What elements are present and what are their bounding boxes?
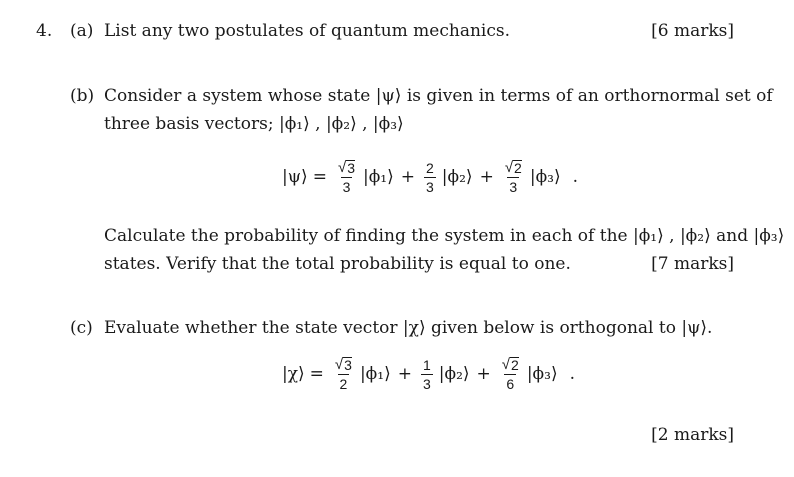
- plus-sign: +: [479, 167, 494, 187]
- part-b-line2: three basis vectors; |ϕ₁⟩ , |ϕ₂⟩ , |ϕ₃⟩: [104, 114, 404, 134]
- coefficient-3-numerator: 2: [511, 357, 519, 373]
- coefficient-1-numerator: 3: [344, 357, 352, 373]
- sqrt-symbol: √: [334, 356, 344, 373]
- coefficient-2-numerator: 2: [426, 159, 434, 176]
- equation-period: .: [569, 364, 575, 384]
- coefficient-2-numerator: 1: [422, 356, 431, 373]
- chi-equation: [282, 357, 580, 391]
- part-b-marks: [7 marks]: [651, 254, 734, 274]
- equation-period: .: [572, 167, 579, 187]
- coefficient-3-numerator: 2: [514, 160, 522, 176]
- coefficient-3-denominator: 3: [509, 179, 518, 195]
- part-b-line3: Calculate the probability of finding the system in each of the |ϕ₁⟩ , |ϕ₂⟩ and |ϕ₃⟩: [104, 226, 785, 246]
- phi3-ket: |ϕ₃⟩: [526, 364, 558, 384]
- coefficient-1: [336, 160, 357, 194]
- phi1-ket: |ϕ₁⟩: [359, 364, 391, 384]
- part-b-label: (b): [70, 86, 95, 106]
- plus-sign: +: [400, 167, 415, 187]
- part-c-text: Evaluate whether the state vector |χ⟩ given below is orthogonal to |ψ⟩.: [104, 318, 713, 338]
- part-b-line4: states. Verify that the total probability is equal to one.: [104, 254, 571, 274]
- sqrt-symbol: √: [337, 159, 347, 176]
- coefficient-2-denominator: 3: [426, 178, 434, 195]
- coefficient-1-denominator: 3: [342, 179, 351, 195]
- chi-ket: |χ⟩: [282, 364, 305, 384]
- equals-sign: =: [309, 364, 324, 384]
- phi2-ket: |ϕ₂⟩: [441, 167, 473, 187]
- coefficient-2-denominator: 3: [422, 375, 431, 392]
- plus-sign: +: [397, 364, 412, 384]
- phi1-ket: |ϕ₁⟩: [362, 167, 394, 187]
- phi2-ket: |ϕ₂⟩: [438, 364, 470, 384]
- equals-sign: =: [312, 167, 327, 187]
- coefficient-3: [503, 160, 524, 194]
- phi3-ket: |ϕ₃⟩: [529, 167, 561, 187]
- plus-sign: +: [476, 364, 491, 384]
- part-a-marks: [6 marks]: [651, 21, 734, 41]
- sqrt-symbol: √: [504, 159, 514, 176]
- psi-ket: |ψ⟩: [282, 167, 308, 187]
- psi-equation: [282, 160, 583, 194]
- coefficient-2: [421, 358, 433, 391]
- coefficient-2: [424, 161, 436, 194]
- part-c-label: (c): [70, 318, 93, 338]
- part-c-marks: [2 marks]: [651, 425, 734, 445]
- part-b-line1: Consider a system whose state |ψ⟩ is given in terms of an orthornormal set of: [104, 86, 773, 106]
- coefficient-3: [500, 357, 521, 391]
- coefficient-3-denominator: 6: [506, 376, 515, 392]
- part-a-text: List any two postulates of quantum mechanics.: [104, 21, 510, 41]
- sqrt-symbol: √: [501, 356, 511, 373]
- part-a-label: (a): [70, 21, 94, 41]
- coefficient-1-denominator: 2: [339, 376, 348, 392]
- coefficient-1-numerator: 3: [347, 160, 355, 176]
- coefficient-1: [333, 357, 354, 391]
- question-number: 4.: [36, 21, 53, 41]
